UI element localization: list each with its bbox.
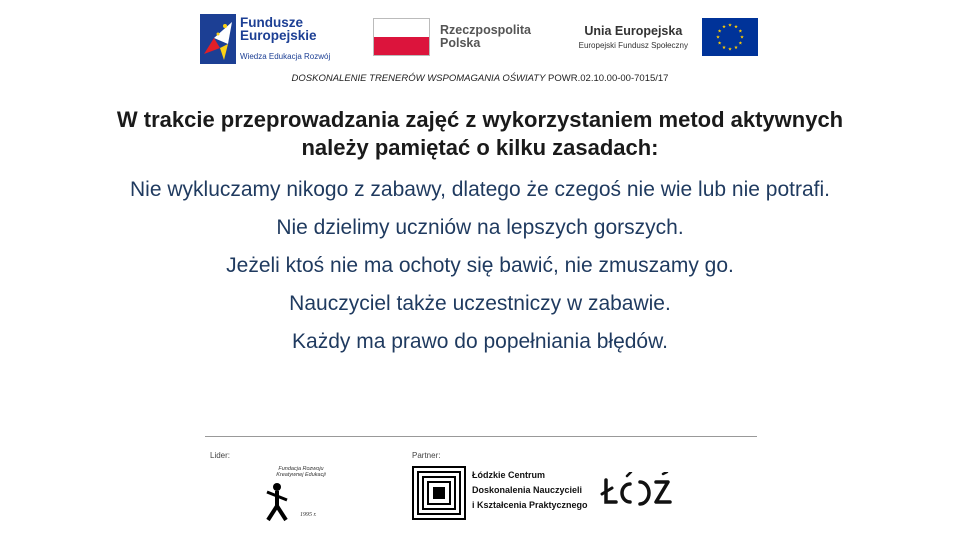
eu-flag-icon <box>702 18 758 56</box>
polish-flag-icon <box>373 18 430 56</box>
fundusze-europejskie-logo <box>200 14 345 64</box>
lider-year: 1995 r. <box>300 512 317 518</box>
lider-org-name: Fundacja Rozwoju Kreatywnej Edukacji <box>276 466 326 478</box>
ldc-line2: Doskonalenia Nauczycieli <box>472 485 583 495</box>
rzeczpospolita-line1: Rzeczpospolita <box>440 23 531 37</box>
list-item: Każdy ma prawo do popełniania błędów. <box>292 330 668 353</box>
stick-figure-icon <box>264 482 290 522</box>
heading-line2: należy pamiętać o kilku zasadach: <box>301 135 659 160</box>
footer-divider <box>205 436 757 437</box>
list-item: Nie dzielimy uczniów na lepszych gorszych. <box>276 216 684 239</box>
page-heading <box>60 106 900 162</box>
unia-title <box>579 24 688 50</box>
list-item: Nie wykluczamy nikogo z zabawy, dlatego że czegoś nie wie lub nie potrafi. <box>130 178 830 201</box>
list-item: Nauczyciel także uczestniczy w zabawie. <box>289 292 671 315</box>
fundusze-subtitle: Wiedza Edukacja Rozwój <box>240 52 331 61</box>
ldc-logo <box>412 466 588 522</box>
concentric-squares-icon <box>412 466 466 520</box>
logo-bar <box>0 8 960 66</box>
lider-logo <box>262 466 332 526</box>
rzeczpospolita-line2: Polska <box>440 36 481 50</box>
heading-line1: W trakcie przeprowadzania zajęć z wykorzystaniem metod aktywnych <box>116 107 844 132</box>
fundusze-line1: Fundusze <box>240 15 303 30</box>
rzeczpospolita-logo <box>373 18 543 58</box>
program-code: POWR.02.10.00-00-7015/17 <box>545 73 669 84</box>
rzeczpospolita-title <box>440 24 531 50</box>
unia-europejska-logo <box>568 18 758 66</box>
program-line <box>0 73 960 84</box>
fundusze-star-icon <box>200 14 236 64</box>
program-name: DOSKONALENIE TRENERÓW WSPOMAGANIA OŚWIATY <box>291 73 546 84</box>
partner-label: Partner: <box>412 451 441 460</box>
lodz-logo-icon <box>600 472 676 512</box>
rules-list <box>60 176 900 366</box>
ldc-line1: Łódzkie Centrum <box>472 470 546 480</box>
fundusze-line2: Europejskie <box>240 28 317 43</box>
list-item: Jeżeli ktoś nie ma ochoty się bawić, nie zmuszamy go. <box>226 254 734 277</box>
unia-line1: Unia Europejska <box>584 24 683 38</box>
fundusze-title <box>240 16 317 42</box>
ldc-line3: i Kształcenia Praktycznego <box>472 500 588 510</box>
unia-line2: Europejski Fundusz Społeczny <box>578 41 688 50</box>
ldc-org-name <box>472 468 588 513</box>
lider-label: Lider: <box>210 451 231 460</box>
